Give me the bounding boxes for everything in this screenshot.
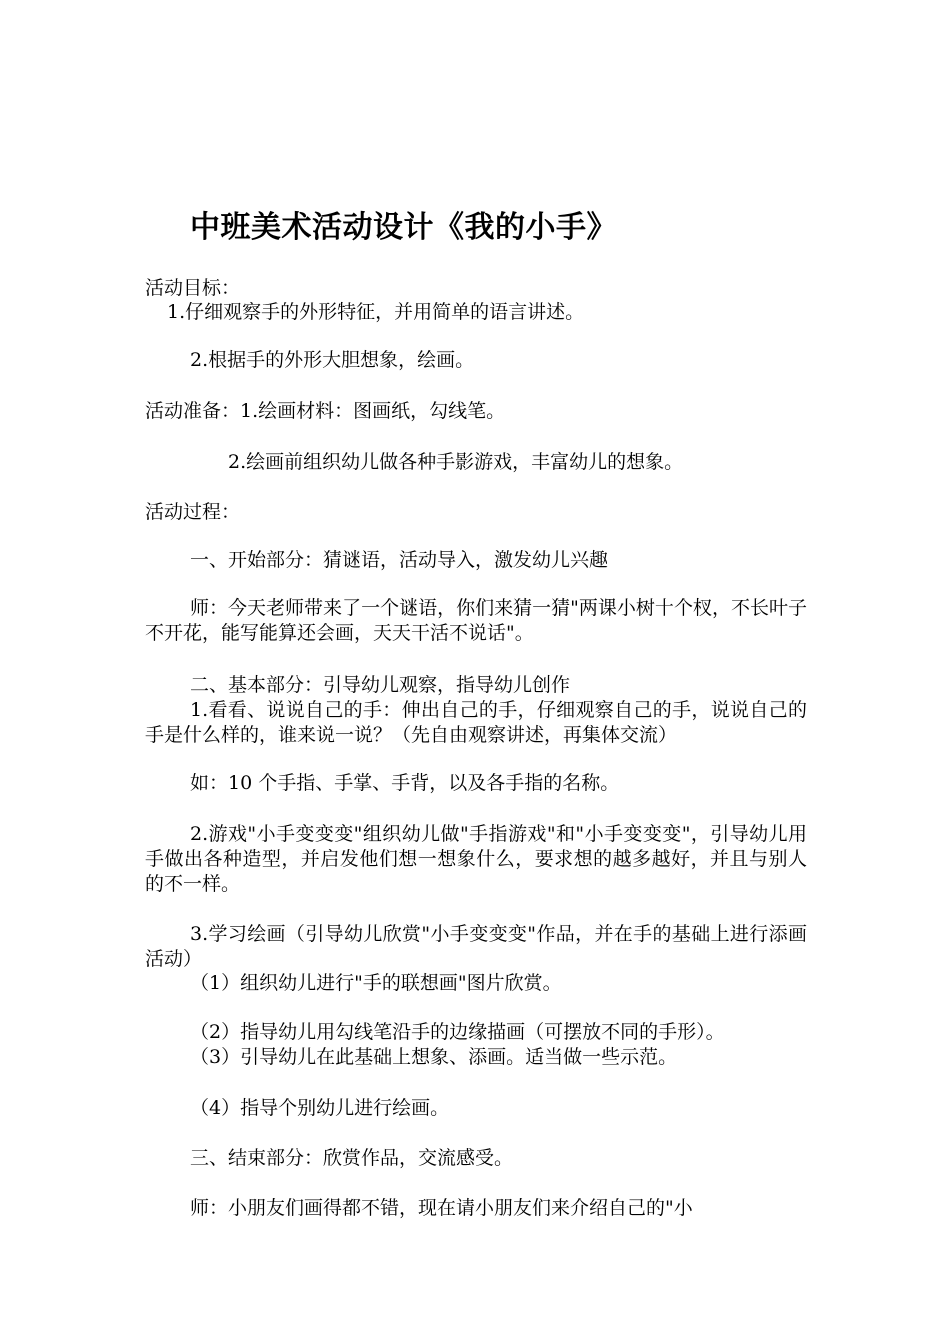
substep-4: （4）指导个别幼儿进行绘画。 bbox=[190, 1097, 450, 1119]
substep-3: （3）引导幼儿在此基础上想象、添画。适当做一些示范。 bbox=[190, 1046, 678, 1068]
part2-example: 如：10 个手指、手掌、手背，以及各手指的名称。 bbox=[190, 772, 620, 794]
part2-step-2: 2.游戏"小手变变变"组织幼儿做"手指游戏"和"小手变变变"，引导幼儿用手做出各种造型，并启发他们想一想象什么，要求想的越多越好，并且与别人的不一样。 bbox=[145, 823, 807, 895]
part3-text: 师：小朋友们画得都不错，现在请小朋友们来介绍自己的"小 bbox=[190, 1197, 693, 1219]
goal-item-2: 2.根据手的外形大胆想象，绘画。 bbox=[190, 349, 475, 371]
part2-heading: 二、基本部分：引导幼儿观察，指导幼儿创作 bbox=[190, 674, 571, 696]
part2-step-3: 3.学习绘画（引导幼儿欣赏"小手变变变"作品，并在手的基础上进行添画活动） bbox=[145, 923, 807, 970]
part3-heading: 三、结束部分：欣赏作品，交流感受。 bbox=[190, 1147, 514, 1169]
prep-item-2: 2.绘画前组织幼儿做各种手影游戏，丰富幼儿的想象。 bbox=[228, 451, 684, 473]
substep-1: （1）组织幼儿进行"手的联想画"图片欣赏。 bbox=[190, 972, 562, 994]
process-label: 活动过程： bbox=[145, 501, 241, 523]
document-title: 中班美术活动设计《我的小手》 bbox=[190, 210, 617, 245]
part2-step-1: 1.看看、说说自己的手：伸出自己的手，仔细观察自己的手，说说自己的手是什么样的，谁来说一说？（先自由观察讲述，再集体交流） bbox=[145, 699, 807, 746]
part1-text: 师：今天老师带来了一个谜语，你们来猜一猜"两课小树十个杈，不长叶子不开花，能写能算还会画，天天干活不说话"。 bbox=[145, 597, 807, 644]
substep-2: （2）指导幼儿用勾线笔沿手的边缘描画（可摆放不同的手形）。 bbox=[190, 1021, 725, 1043]
part1-heading: 一、开始部分：猜谜语，活动导入，激发幼儿兴趣 bbox=[190, 549, 609, 571]
goal-item-1: 1.仔细观察手的外形特征，并用简单的语言讲述。 bbox=[167, 301, 585, 323]
goal-label: 活动目标： bbox=[145, 277, 241, 299]
prep-item-1: 活动准备：1.绘画材料：图画纸，勾线笔。 bbox=[145, 400, 506, 422]
